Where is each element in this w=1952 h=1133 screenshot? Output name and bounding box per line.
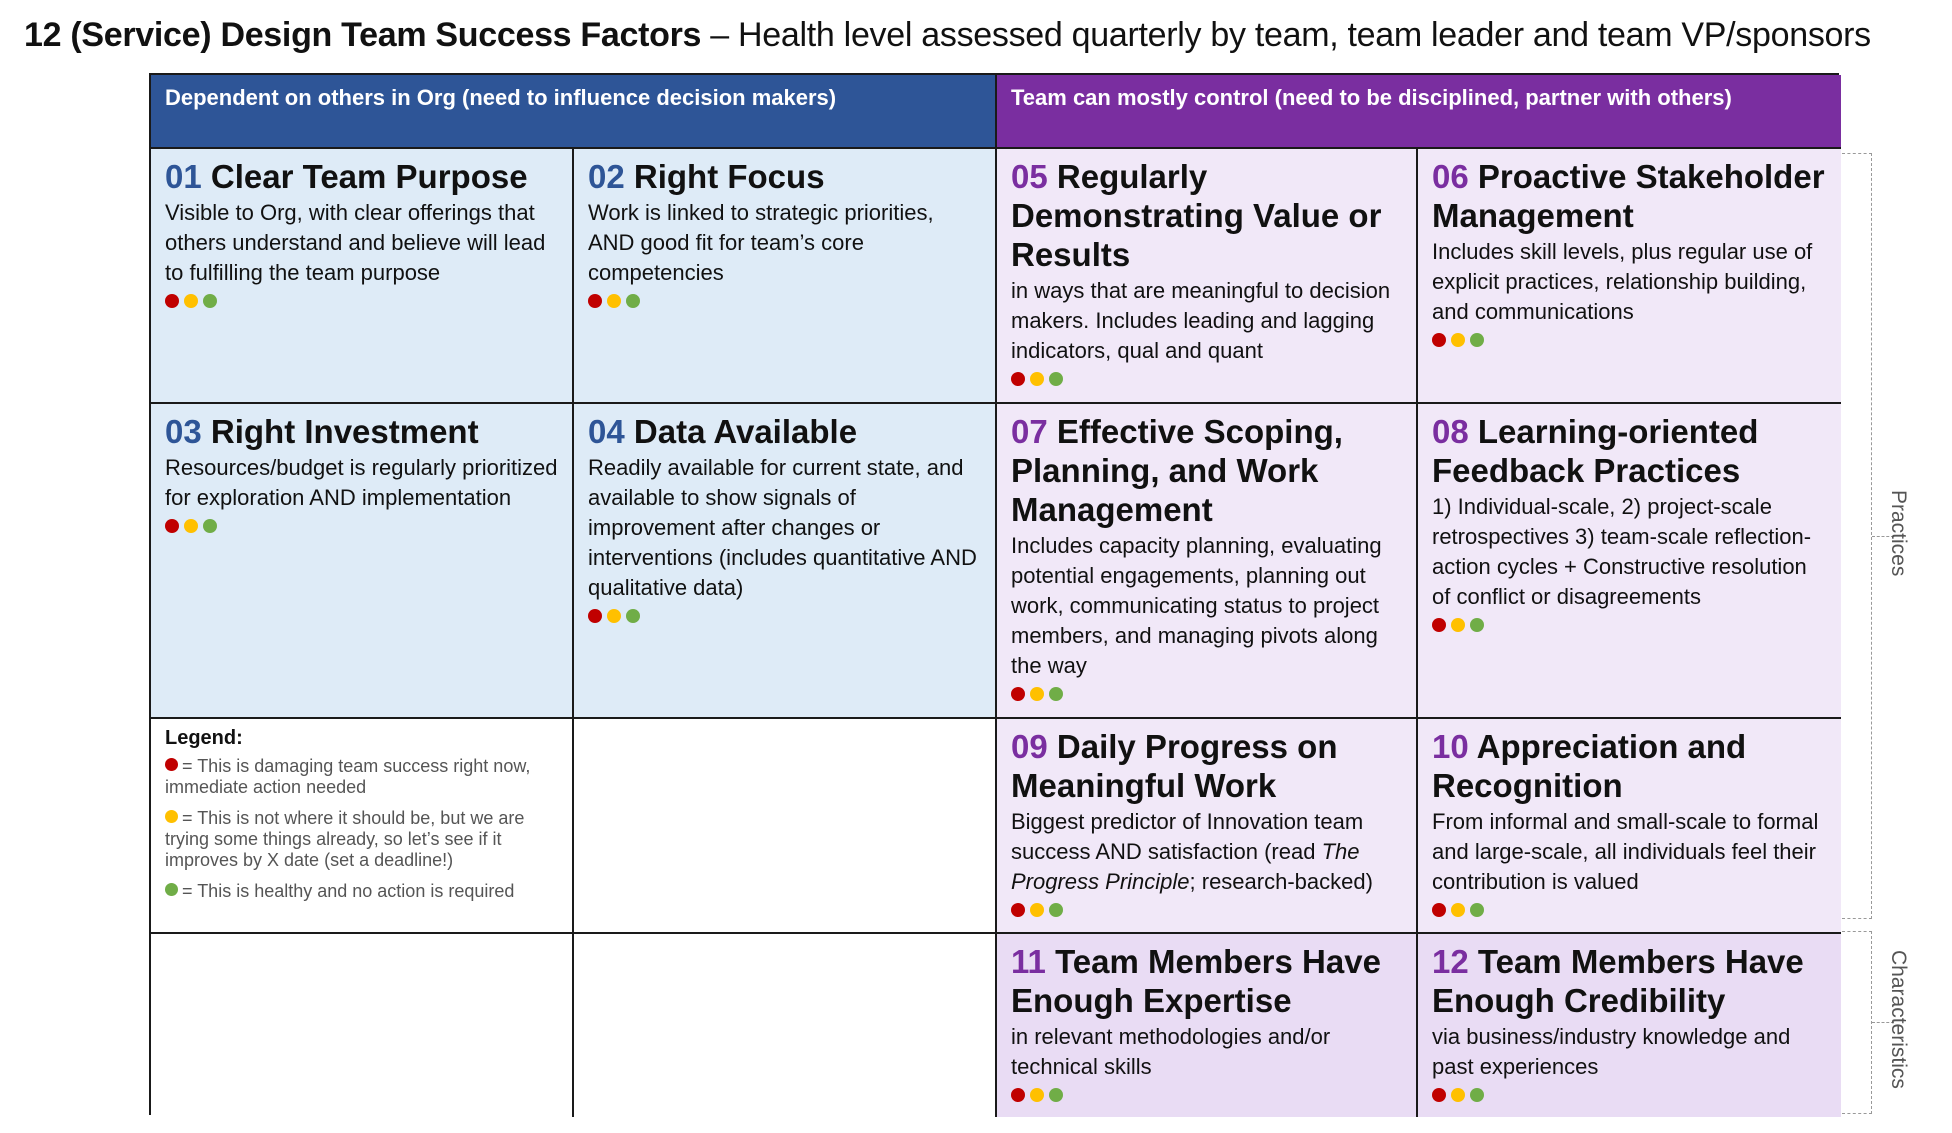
empty-cell [574, 719, 997, 934]
legend-item-green [165, 881, 558, 902]
factor-04-number: 04 [588, 413, 625, 450]
factor-10-title [1432, 727, 1827, 805]
factor-10-health-lights [1432, 903, 1827, 917]
green-dot-icon [1049, 1088, 1063, 1102]
factor-09-name: Daily Progress on Meaningful Work [1011, 728, 1338, 804]
factor-02-title [588, 157, 981, 196]
factor-10-name: Appreciation and Recognition [1432, 728, 1747, 804]
green-dot-icon [1470, 903, 1484, 917]
factor-07-health-lights [1011, 687, 1402, 701]
legend-yellow-text: = This is not where it should be, but we are trying some things already, so let’s see if it improves by X date (set a deadline!) [165, 808, 525, 870]
factor-11-title [1011, 942, 1402, 1020]
legend-cell [151, 719, 574, 934]
yellow-dot-icon [1451, 618, 1465, 632]
red-dot-icon [165, 758, 178, 771]
factor-03-name: Right Investment [210, 413, 479, 450]
factor-11-cell [997, 934, 1418, 1117]
factor-07-cell [997, 404, 1418, 719]
green-dot-icon [165, 883, 178, 896]
legend-green-text: = This is healthy and no action is required [182, 881, 515, 901]
header-dependent-on-others: Dependent on others in Org (need to influence decision makers) [151, 75, 997, 149]
empty-cell [574, 934, 997, 1117]
factor-06-health-lights [1432, 333, 1827, 347]
factor-09-title [1011, 727, 1402, 805]
red-dot-icon [1011, 903, 1025, 917]
green-dot-icon [626, 294, 640, 308]
page-title-subtitle: – Health level assessed quarterly by team, team leader and team VP/sponsors [701, 16, 1871, 54]
legend-title: Legend: [165, 727, 243, 749]
yellow-dot-icon [1030, 1088, 1044, 1102]
factor-04-name: Data Available [633, 413, 858, 450]
factor-07-number: 07 [1011, 413, 1048, 450]
factor-11-description: in relevant methodologies and/or technical skills [1011, 1024, 1331, 1079]
factor-02-number: 02 [588, 158, 625, 195]
factor-08-health-lights [1432, 618, 1827, 632]
yellow-dot-icon [1451, 333, 1465, 347]
red-dot-icon [165, 519, 179, 533]
factor-02-health-lights [588, 294, 981, 308]
factor-01-description: Visible to Org, with clear offerings that others understand and believe will lead to fulfilling the team purpose [165, 200, 546, 285]
yellow-dot-icon [165, 810, 178, 823]
factor-09-cell [997, 719, 1418, 934]
red-dot-icon [1011, 687, 1025, 701]
red-dot-icon [165, 294, 179, 308]
factor-01-title [165, 157, 558, 196]
red-dot-icon [1432, 903, 1446, 917]
characteristics-label: Characteristics [1887, 950, 1910, 1089]
factor-04-title [588, 412, 981, 451]
yellow-dot-icon [1030, 687, 1044, 701]
factor-04-description: Readily available for current state, and available to show signals of improvement after changes or interventions (includes quantitative AND qualitative data) [588, 455, 977, 600]
factor-06-description: Includes skill levels, plus regular use of explicit practices, relationship building, and communications [1432, 239, 1813, 324]
factor-01-number: 01 [165, 158, 202, 195]
factor-11-health-lights [1011, 1088, 1402, 1102]
red-dot-icon [1011, 372, 1025, 386]
factor-12-health-lights [1432, 1088, 1827, 1102]
factor-01-cell [151, 149, 574, 404]
green-dot-icon [1049, 687, 1063, 701]
header-team-can-control: Team can mostly control (need to be disciplined, partner with others) [997, 75, 1841, 149]
factor-12-description: via business/industry knowledge and past experiences [1432, 1024, 1791, 1079]
yellow-dot-icon [1451, 1088, 1465, 1102]
practices-label: Practices [1887, 490, 1910, 577]
red-dot-icon [1432, 1088, 1446, 1102]
factor-11-name: Team Members Have Enough Expertise [1011, 943, 1381, 1019]
factor-03-title [165, 412, 558, 451]
factor-07-name: Effective Scoping, Planning, and Work Management [1011, 413, 1343, 528]
yellow-dot-icon [1451, 903, 1465, 917]
factor-05-description: in ways that are meaningful to decision makers. Includes leading and lagging indicators, qual and quant [1011, 278, 1391, 363]
page-title-bold: 12 (Service) Design Team Success Factors [24, 16, 702, 54]
factor-12-title [1432, 942, 1827, 1020]
yellow-dot-icon [1030, 372, 1044, 386]
red-dot-icon [588, 609, 602, 623]
factor-01-name: Clear Team Purpose [210, 158, 528, 195]
factor-10-description: From informal and small-scale to formal and large-scale, all individuals feel their contribution is valued [1432, 809, 1819, 894]
green-dot-icon [1049, 903, 1063, 917]
factor-05-cell [997, 149, 1418, 404]
factor-10-cell [1418, 719, 1841, 934]
factor-06-title [1432, 157, 1827, 235]
factor-02-description: Work is linked to strategic priorities, AND good fit for team’s core competencies [588, 200, 934, 285]
success-factors-grid [149, 73, 1839, 1115]
factor-08-title [1432, 412, 1827, 490]
factor-05-name: Regularly Demonstrating Value or Results [1011, 158, 1382, 273]
factor-08-description: 1) Individual-scale, 2) project-scale retrospectives 3) team-scale reflection-action cycles + Constructive resolution of conflict or disagreements [1432, 494, 1812, 609]
factor-09-desc-part-b: ; research-backed) [1189, 869, 1373, 894]
factor-03-description: Resources/budget is regularly prioritized for exploration AND implementation [165, 455, 558, 510]
factor-09-book-title: The Progress Principle [1011, 839, 1360, 894]
yellow-dot-icon [607, 294, 621, 308]
factor-08-cell [1418, 404, 1841, 719]
factor-09-number: 09 [1011, 728, 1048, 765]
factor-04-cell [574, 404, 997, 719]
factor-03-cell [151, 404, 574, 719]
red-dot-icon [1432, 333, 1446, 347]
practices-bracket [1842, 153, 1872, 919]
factor-02-name: Right Focus [633, 158, 825, 195]
green-dot-icon [1470, 618, 1484, 632]
legend-red-text: = This is damaging team success right now, immediate action needed [165, 756, 531, 797]
green-dot-icon [203, 294, 217, 308]
yellow-dot-icon [184, 294, 198, 308]
factor-05-health-lights [1011, 372, 1402, 386]
green-dot-icon [1470, 1088, 1484, 1102]
legend-item-yellow [165, 808, 558, 871]
red-dot-icon [588, 294, 602, 308]
factor-12-name: Team Members Have Enough Credibility [1432, 943, 1804, 1019]
green-dot-icon [203, 519, 217, 533]
page-title [24, 16, 1871, 55]
factor-09-desc-part-a: Biggest predictor of Innovation team success AND satisfaction (read [1011, 809, 1364, 864]
red-dot-icon [1432, 618, 1446, 632]
empty-cell [151, 934, 574, 1117]
yellow-dot-icon [607, 609, 621, 623]
factor-06-number: 06 [1432, 158, 1469, 195]
green-dot-icon [1049, 372, 1063, 386]
factor-07-description: Includes capacity planning, evaluating potential engagements, planning out work, communicating status to project members, and managing pivots along the way [1011, 533, 1382, 678]
factor-07-title [1011, 412, 1402, 529]
green-dot-icon [1470, 333, 1484, 347]
yellow-dot-icon [184, 519, 198, 533]
factor-05-number: 05 [1011, 158, 1048, 195]
factor-08-name: Learning-oriented Feedback Practices [1432, 413, 1759, 489]
factor-04-health-lights [588, 609, 981, 623]
characteristics-bracket [1842, 931, 1872, 1114]
factor-03-health-lights [165, 519, 558, 533]
green-dot-icon [626, 609, 640, 623]
factor-06-name: Proactive Stakeholder Management [1432, 158, 1825, 234]
red-dot-icon [1011, 1088, 1025, 1102]
factor-12-number: 12 [1432, 943, 1469, 980]
factor-05-title [1011, 157, 1402, 274]
factor-02-cell [574, 149, 997, 404]
factor-09-health-lights [1011, 903, 1402, 917]
factor-06-cell [1418, 149, 1841, 404]
yellow-dot-icon [1030, 903, 1044, 917]
factor-01-health-lights [165, 294, 558, 308]
legend-item-red [165, 756, 558, 798]
factor-11-number: 11 [1011, 943, 1046, 980]
factor-03-number: 03 [165, 413, 202, 450]
factor-08-number: 08 [1432, 413, 1469, 450]
factor-12-cell [1418, 934, 1841, 1117]
factor-09-description [1011, 807, 1402, 897]
factor-10-number: 10 [1432, 728, 1469, 765]
